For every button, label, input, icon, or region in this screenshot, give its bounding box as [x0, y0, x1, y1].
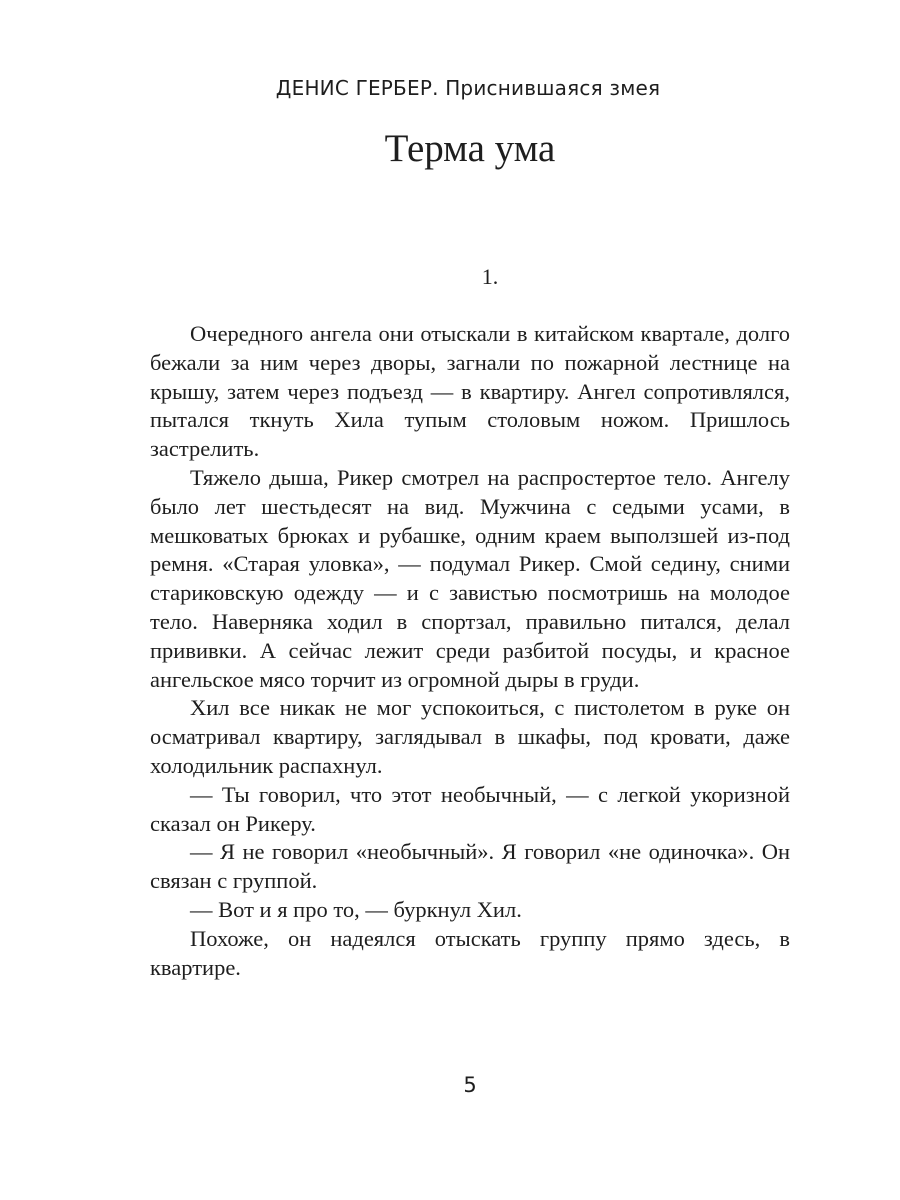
paragraph: — Вот и я про то, — буркнул Хил.: [190, 896, 522, 922]
paragraph: — Ты говорил, что этот необычный, — с легкой укоризной сказал он Рикеру.: [150, 781, 790, 836]
chapter-title: Терма ума: [384, 127, 556, 170]
page-number: 5: [463, 1073, 477, 1097]
running-header: ДЕНИС ГЕРБЕР. Приснившаяся змея: [275, 76, 661, 100]
paragraph: — Я не говорил «необычный». Я говорил «не одиночка». Он связан с группой.: [150, 839, 790, 894]
paragraph: Хил все никак не мог успокоиться, с пистолетом в руке он осматривал квартиру, заглядывал в шкафы, под кровати, даже холодильник распахнул.: [150, 695, 790, 778]
paragraph: Похоже, он надеялся отыскать группу прямо здесь, в квартире.: [150, 925, 790, 980]
section-number: 1.: [481, 264, 499, 289]
body-text: [150, 320, 790, 982]
paragraph: Тяжело дыша, Рикер смотрел на распростертое тело. Ангелу было лет шестьдесят на вид. Мужчина с седыми усами, в мешковатых брюках и рубашке, одним краем выползшей из-под ремня. «Старая уловка», — подумал Рикер. Смой седину, сними стариковскую одежду — и с завистью посмотришь на молодое тело. Наверняка ходил в спортзал, правильно питался, делал прививки. А сейчас лежит среди разбитой посуды, и красное ангельское мясо торчит из огромной дыры в груди.: [150, 464, 790, 692]
paragraph: Очередного ангела они отыскали в китайском квартале, долго бежали за ним через дворы, загнали по пожарной лестнице на крышу, затем через подъезд — в квартиру. Ангел сопротивлялся, пытался ткнуть Хила тупым столовым ножом. Пришлось застрелить.: [150, 321, 790, 462]
